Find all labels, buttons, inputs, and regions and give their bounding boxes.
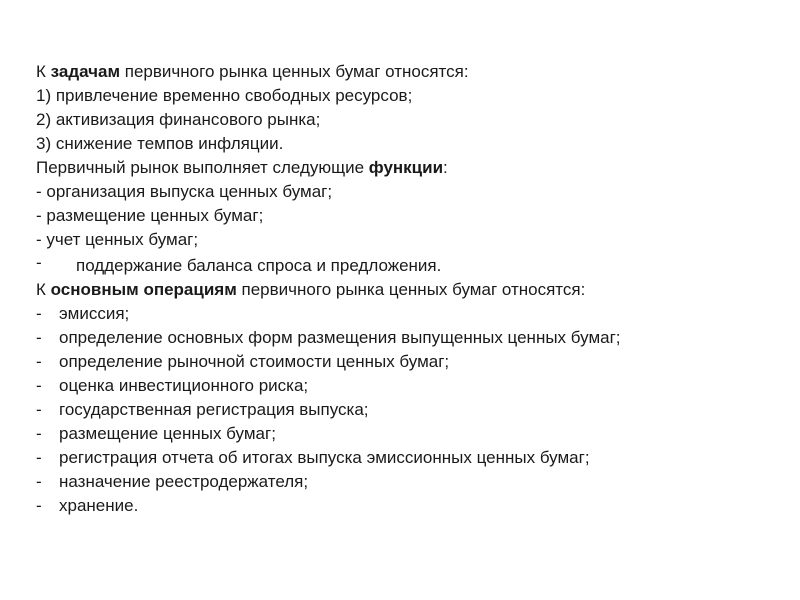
task-item: 1) привлечение временно свободных ресурсов;: [36, 86, 413, 105]
task-item: 2) активизация финансового рынка;: [36, 110, 321, 129]
operation-text: оценка инвестиционного риска;: [59, 376, 309, 395]
operation-item: [36, 304, 129, 324]
operations-heading-bold: основным операциям: [50, 280, 237, 299]
operation-item: [36, 424, 276, 444]
operation-item: [36, 496, 138, 516]
operation-dash: -: [36, 472, 42, 491]
function-item: - размещение ценных бумаг;: [36, 206, 264, 225]
functions-heading-suffix: :: [443, 158, 448, 177]
tasks-heading: [36, 62, 469, 82]
operation-text: эмиссия;: [59, 304, 130, 323]
operation-dash: -: [36, 424, 42, 443]
functions-heading: [36, 158, 448, 178]
operation-item: [36, 376, 308, 396]
function-dash: -: [36, 253, 42, 272]
operation-item: [36, 352, 449, 372]
operation-text: определение рыночной стоимости ценных бумаг;: [59, 352, 450, 371]
operation-dash: -: [36, 496, 42, 515]
tasks-heading-suffix: первичного рынка ценных бумаг относятся:: [120, 62, 469, 81]
operation-dash: -: [36, 328, 42, 347]
operation-text: хранение.: [59, 496, 139, 515]
operations-heading-prefix: К: [36, 280, 51, 299]
function-item: - учет ценных бумаг;: [36, 230, 199, 249]
operation-dash: -: [36, 352, 42, 371]
tasks-heading-prefix: К: [36, 62, 51, 81]
functions-heading-bold: функции: [368, 158, 444, 177]
operation-item: [36, 400, 369, 420]
function-item: - организация выпуска ценных бумаг;: [36, 182, 333, 201]
operations-heading-suffix: первичного рынка ценных бумаг относятся:: [236, 280, 586, 299]
operations-heading: [36, 280, 585, 300]
tasks-heading-bold: задачам: [50, 62, 121, 81]
operation-item: [36, 448, 590, 468]
operation-dash: -: [36, 448, 42, 467]
operation-text: назначение реестродержателя;: [59, 472, 309, 491]
functions-heading-prefix: Первичный рынок выполняет следующие: [36, 158, 369, 177]
operation-dash: -: [36, 400, 42, 419]
operation-text: размещение ценных бумаг;: [59, 424, 276, 443]
operation-item: [36, 328, 621, 348]
task-item: 3) снижение темпов инфляции.: [36, 134, 284, 153]
operation-text: регистрация отчета об итогах выпуска эмиссионных ценных бумаг;: [59, 448, 590, 467]
operation-text: государственная регистрация выпуска;: [59, 400, 369, 419]
operation-text: определение основных форм размещения выпущенных ценных бумаг;: [59, 328, 621, 347]
function-item: [36, 253, 442, 276]
operation-dash: -: [36, 304, 42, 323]
function-item-text: поддержание баланса спроса и предложения.: [76, 256, 442, 275]
operation-item: [36, 472, 308, 492]
operation-dash: -: [36, 376, 42, 395]
